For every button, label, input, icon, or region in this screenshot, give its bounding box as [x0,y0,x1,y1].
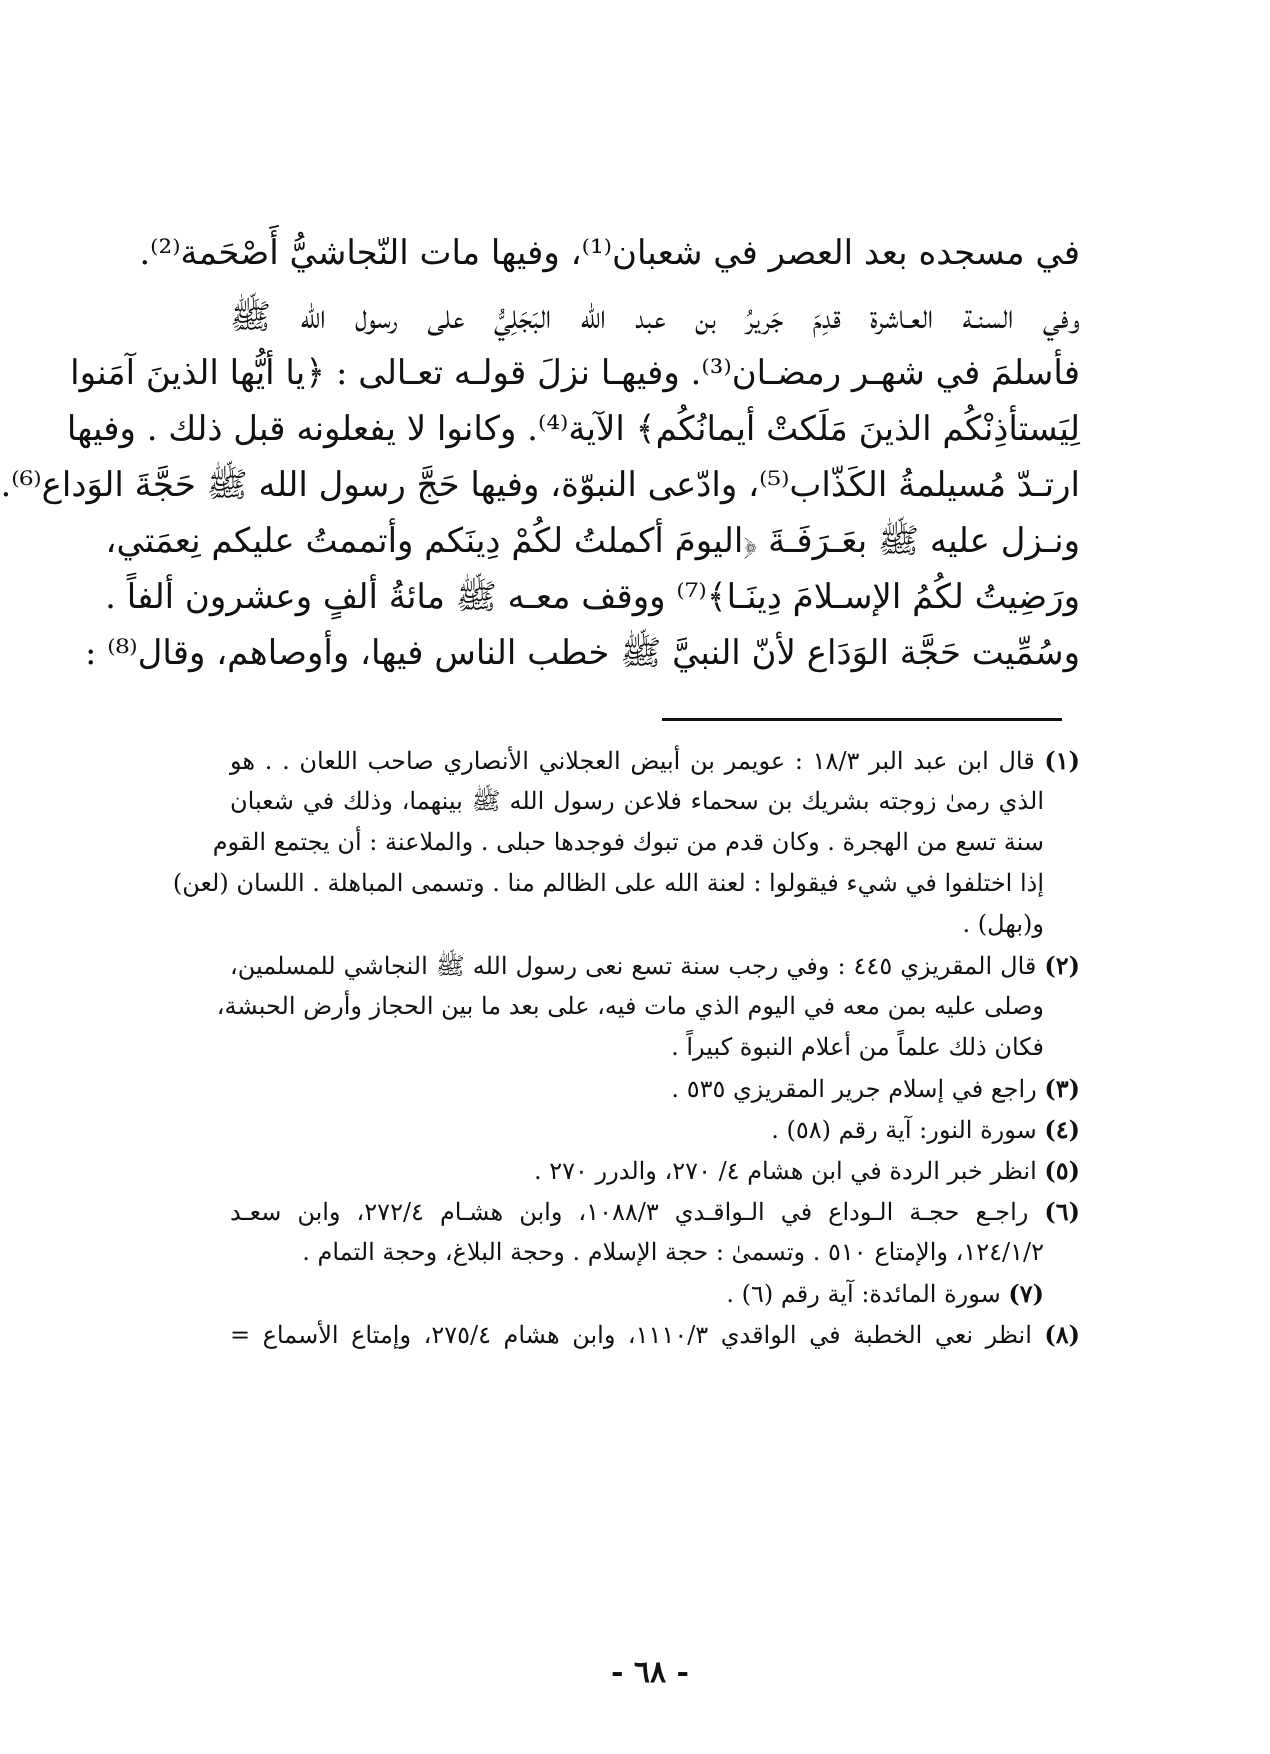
footnote-text: راجع في إسلام جرير المقريزي ٥٣٥ . [671,1075,1037,1103]
footnote-number: (٣) [1044,1074,1080,1103]
footnote-number: (٨) [1044,1320,1080,1349]
footnote-text: قال ابن عبد البر ١٨/٣ : عويمر بن أبيض العجلاني الأنصاري صاحب اللعان . . هو [230,747,1035,775]
footnote-text: سنة تسع من الهجرة . وكان قدم من تبوك فوجدها حبلى . والملاعنة : أن يجتمع القوم [212,828,1044,856]
footnote-number: (٧) [1008,1279,1044,1308]
footnote-7 [230,1273,1080,1314]
footnotes-section [172,740,1081,1355]
footnote-text: الذي رمىٰ زوجته بشريك بن سحماء فلاعن رسول الله ﷺ بينهما، وذلك في شعبان [230,787,1044,815]
footnote-text: راجـع حجـة الـوداع في الـواقـدي ١٠٨٨/٣، وابن هشـام ٢٧٢/٤، وابن سعـد [230,1198,1029,1226]
footnote-number: (٥) [1044,1156,1080,1185]
body-line: فأسلمَ في شهـر رمضـان⁽³⁾. وفيهـا نزلَ قولـه تعـالى : ﴿يا أيُّها الذينَ آمَنوا [70,353,1080,393]
footnote-text: انظر نعي الخطبة في الواقدي ١١١٠/٣، وابن هشام ٢٧٥/٤، وإمتاع الأسماع = [230,1321,1032,1349]
body-line: ونـزل عليه ﷺ بعَـرَفَـةَ ﴿اليومَ أكملتُ لكُمْ دِينَكم وأتممتُ عليكم نِعمَتي، [105,521,1080,561]
footnote-text: إذا اختلفوا في شيء فيقولوا : لعنة الله على الظالم منا . وتسمى المباهلة . اللسان (لعن) [172,869,1044,897]
footnote-text: انظر خبر الردة في ابن هشام ٤/ ٢٧٠، والدرر ٢٧٠ . [533,1157,1037,1185]
footnote-5 [230,1150,1080,1191]
footnote-text: فكان ذلك علماً من أعلام النبوة كبيراً . [671,1033,1044,1061]
footnote-number: (٤) [1044,1115,1080,1144]
footnote-text: سورة المائدة: آية رقم (٦) . [726,1280,1001,1308]
footnote-number: (٢) [1044,951,1080,980]
page-number: - ٦٨ - [610,1655,690,1690]
footnote-2 [230,945,1080,986]
body-line: وفي السنـة العـاشرة قدِمَ جَريرُ بن عبد الله البَجَلِيُّ على رسول الله ﷺ [230,297,1080,337]
footnote-text: و(بهل) . [962,910,1044,938]
footnote-text: قال المقريزي ٤٤٥ : وفي رجب سنة تسع نعى رسول الله ﷺ النجاشي للمسلمين، [230,952,1037,980]
footnote-6 [230,1191,1080,1232]
footnote-text: سورة النور: آية رقم (٥٨) . [771,1116,1037,1144]
footnote-number: (١) [1044,746,1080,775]
body-line: لِيَستأذِنْكُم الذينَ مَلَكتْ أيمانُكُم﴾ الآية⁽⁴⁾. وكانوا لا يفعلونه قبل ذلك . وفيها [66,409,1080,449]
body-line: وسُمِّيت حَجَّة الوَدَاع لأنّ النبيَّ ﷺ خطب الناس فيها، وأوصاهم، وقال⁽⁸⁾ : [85,633,1080,673]
footnote-8 [230,1314,1080,1355]
body-line: ورَضِيتُ لكُمُ الإسـلامَ دِينَـا﴾⁽⁷⁾ ووقف معـه ﷺ مائةُ ألفٍ وعشرون ألفاً . [105,577,1080,617]
footnote-number: (٦) [1044,1197,1081,1226]
footnote-text: ١٢٤/١/٢، والإمتاع ٥١٠ . وتسمىٰ : حجة الإسلام . وحجة البلاغ، وحجة التمام . [302,1238,1044,1266]
body-line: ارتـدّ مُسيلمةُ الكَذّاب⁽⁵⁾، وادّعى النبوّة، وفيها حَجَّ رسول الله ﷺ حَجَّةَ الوَداع⁽⁶⁾. [0,465,1080,505]
footnote-3 [230,1068,1080,1109]
main-text [0,225,1080,681]
footnote-separator [662,718,1062,721]
footnote-text: وصلى عليه بمن معه في اليوم الذي مات فيه، على بعد ما بين الحجاز وأرض الحبشة، [216,992,1044,1020]
footnote-4 [230,1109,1080,1150]
footnote-1 [230,740,1080,781]
body-line: في مسجده بعد العصر في شعبان⁽¹⁾، وفيها مات النّجاشيُّ أَصْحَمة⁽²⁾. [139,233,1080,273]
